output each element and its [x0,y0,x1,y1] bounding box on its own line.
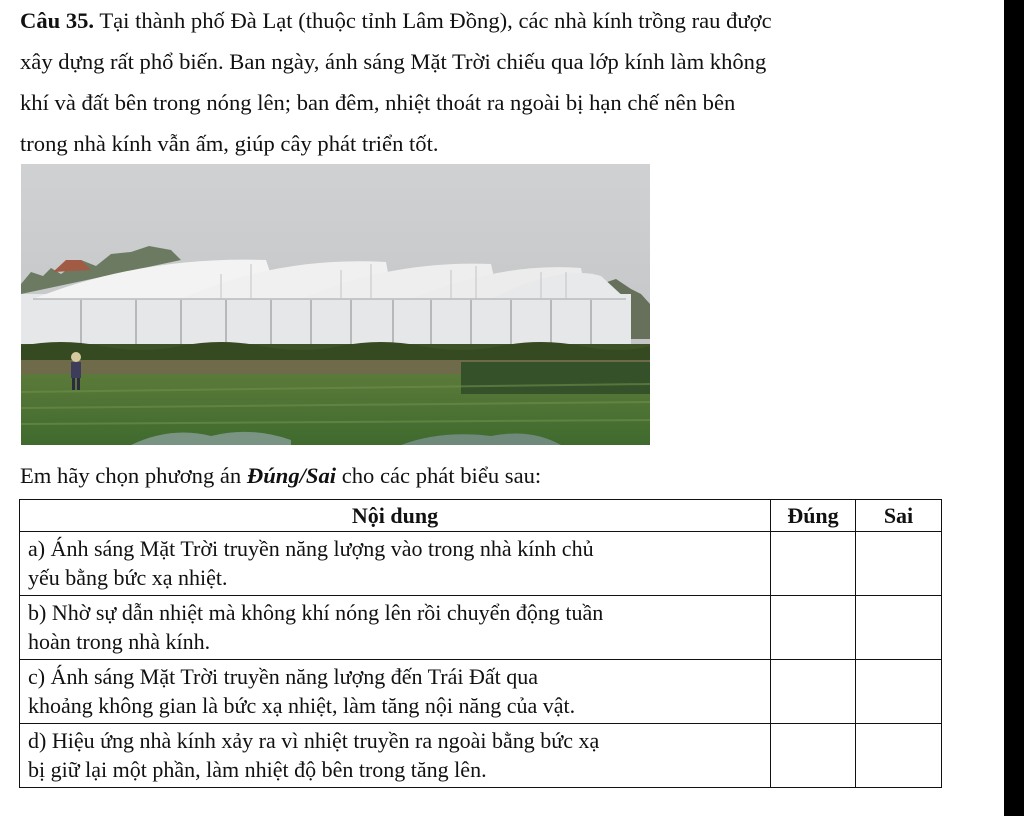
true-cell-c[interactable] [771,660,856,724]
statement-line: yếu bằng bức xạ nhiệt. [28,565,228,590]
answer-table [19,499,942,788]
false-cell-c[interactable] [856,660,942,724]
statement-line: b) Nhờ sự dẫn nhiệt mà không khí nóng lên rồi chuyển động tuần [28,600,604,625]
statement-line: d) Hiệu ứng nhà kính xảy ra vì nhiệt truyền ra ngoài bằng bức xạ [28,728,600,753]
question-text-1: Tại thành phố Đà Lạt (thuộc tỉnh Lâm Đồng), các nhà kính trồng rau được [94,8,772,33]
false-cell-b[interactable] [856,596,942,660]
true-cell-d[interactable] [771,724,856,788]
header-content: Nội dung [20,500,771,532]
statement-line: hoàn trong nhà kính. [28,629,211,654]
question-line-3: khí và đất bên trong nóng lên; ban đêm, nhiệt thoát ra ngoài bị hạn chế nên bên [20,90,736,115]
statement-line: c) Ánh sáng Mặt Trời truyền năng lượng đến Trái Đất qua [28,664,538,689]
statement-line: khoảng không gian là bức xạ nhiệt, làm tăng nội năng của vật. [28,693,576,718]
instruction-emphasis: Đúng/Sai [246,463,337,488]
question-number: Câu 35. [20,8,95,33]
question-paragraph [20,0,950,164]
greenhouse-photo [21,164,650,445]
statement-line: bị giữ lại một phần, làm nhiệt độ bên trong tăng lên. [28,757,487,782]
header-true: Đúng [771,500,856,532]
statement-d [20,724,771,788]
table-row [20,532,942,596]
statement-line: a) Ánh sáng Mặt Trời truyền năng lượng vào trong nhà kính chủ [28,536,594,561]
instruction-before: Em hãy chọn phương án [20,463,247,488]
statement-c [20,660,771,724]
table-row [20,724,942,788]
statement-b [20,596,771,660]
table-row [20,660,942,724]
true-cell-a[interactable] [771,532,856,596]
false-cell-d[interactable] [856,724,942,788]
false-cell-a[interactable] [856,532,942,596]
header-false: Sai [856,500,942,532]
instruction [20,460,541,492]
table-row [20,596,942,660]
statement-a [20,532,771,596]
instruction-after: cho các phát biểu sau: [336,463,542,488]
table-header-row [20,500,942,532]
right-edge-bar [1004,0,1024,816]
question-line-4: trong nhà kính vẫn ấm, giúp cây phát triển tốt. [20,131,439,156]
question-line-2: xây dựng rất phổ biến. Ban ngày, ánh sáng Mặt Trời chiếu qua lớp kính làm không [20,49,767,74]
true-cell-b[interactable] [771,596,856,660]
question-line-1 [20,0,950,41]
